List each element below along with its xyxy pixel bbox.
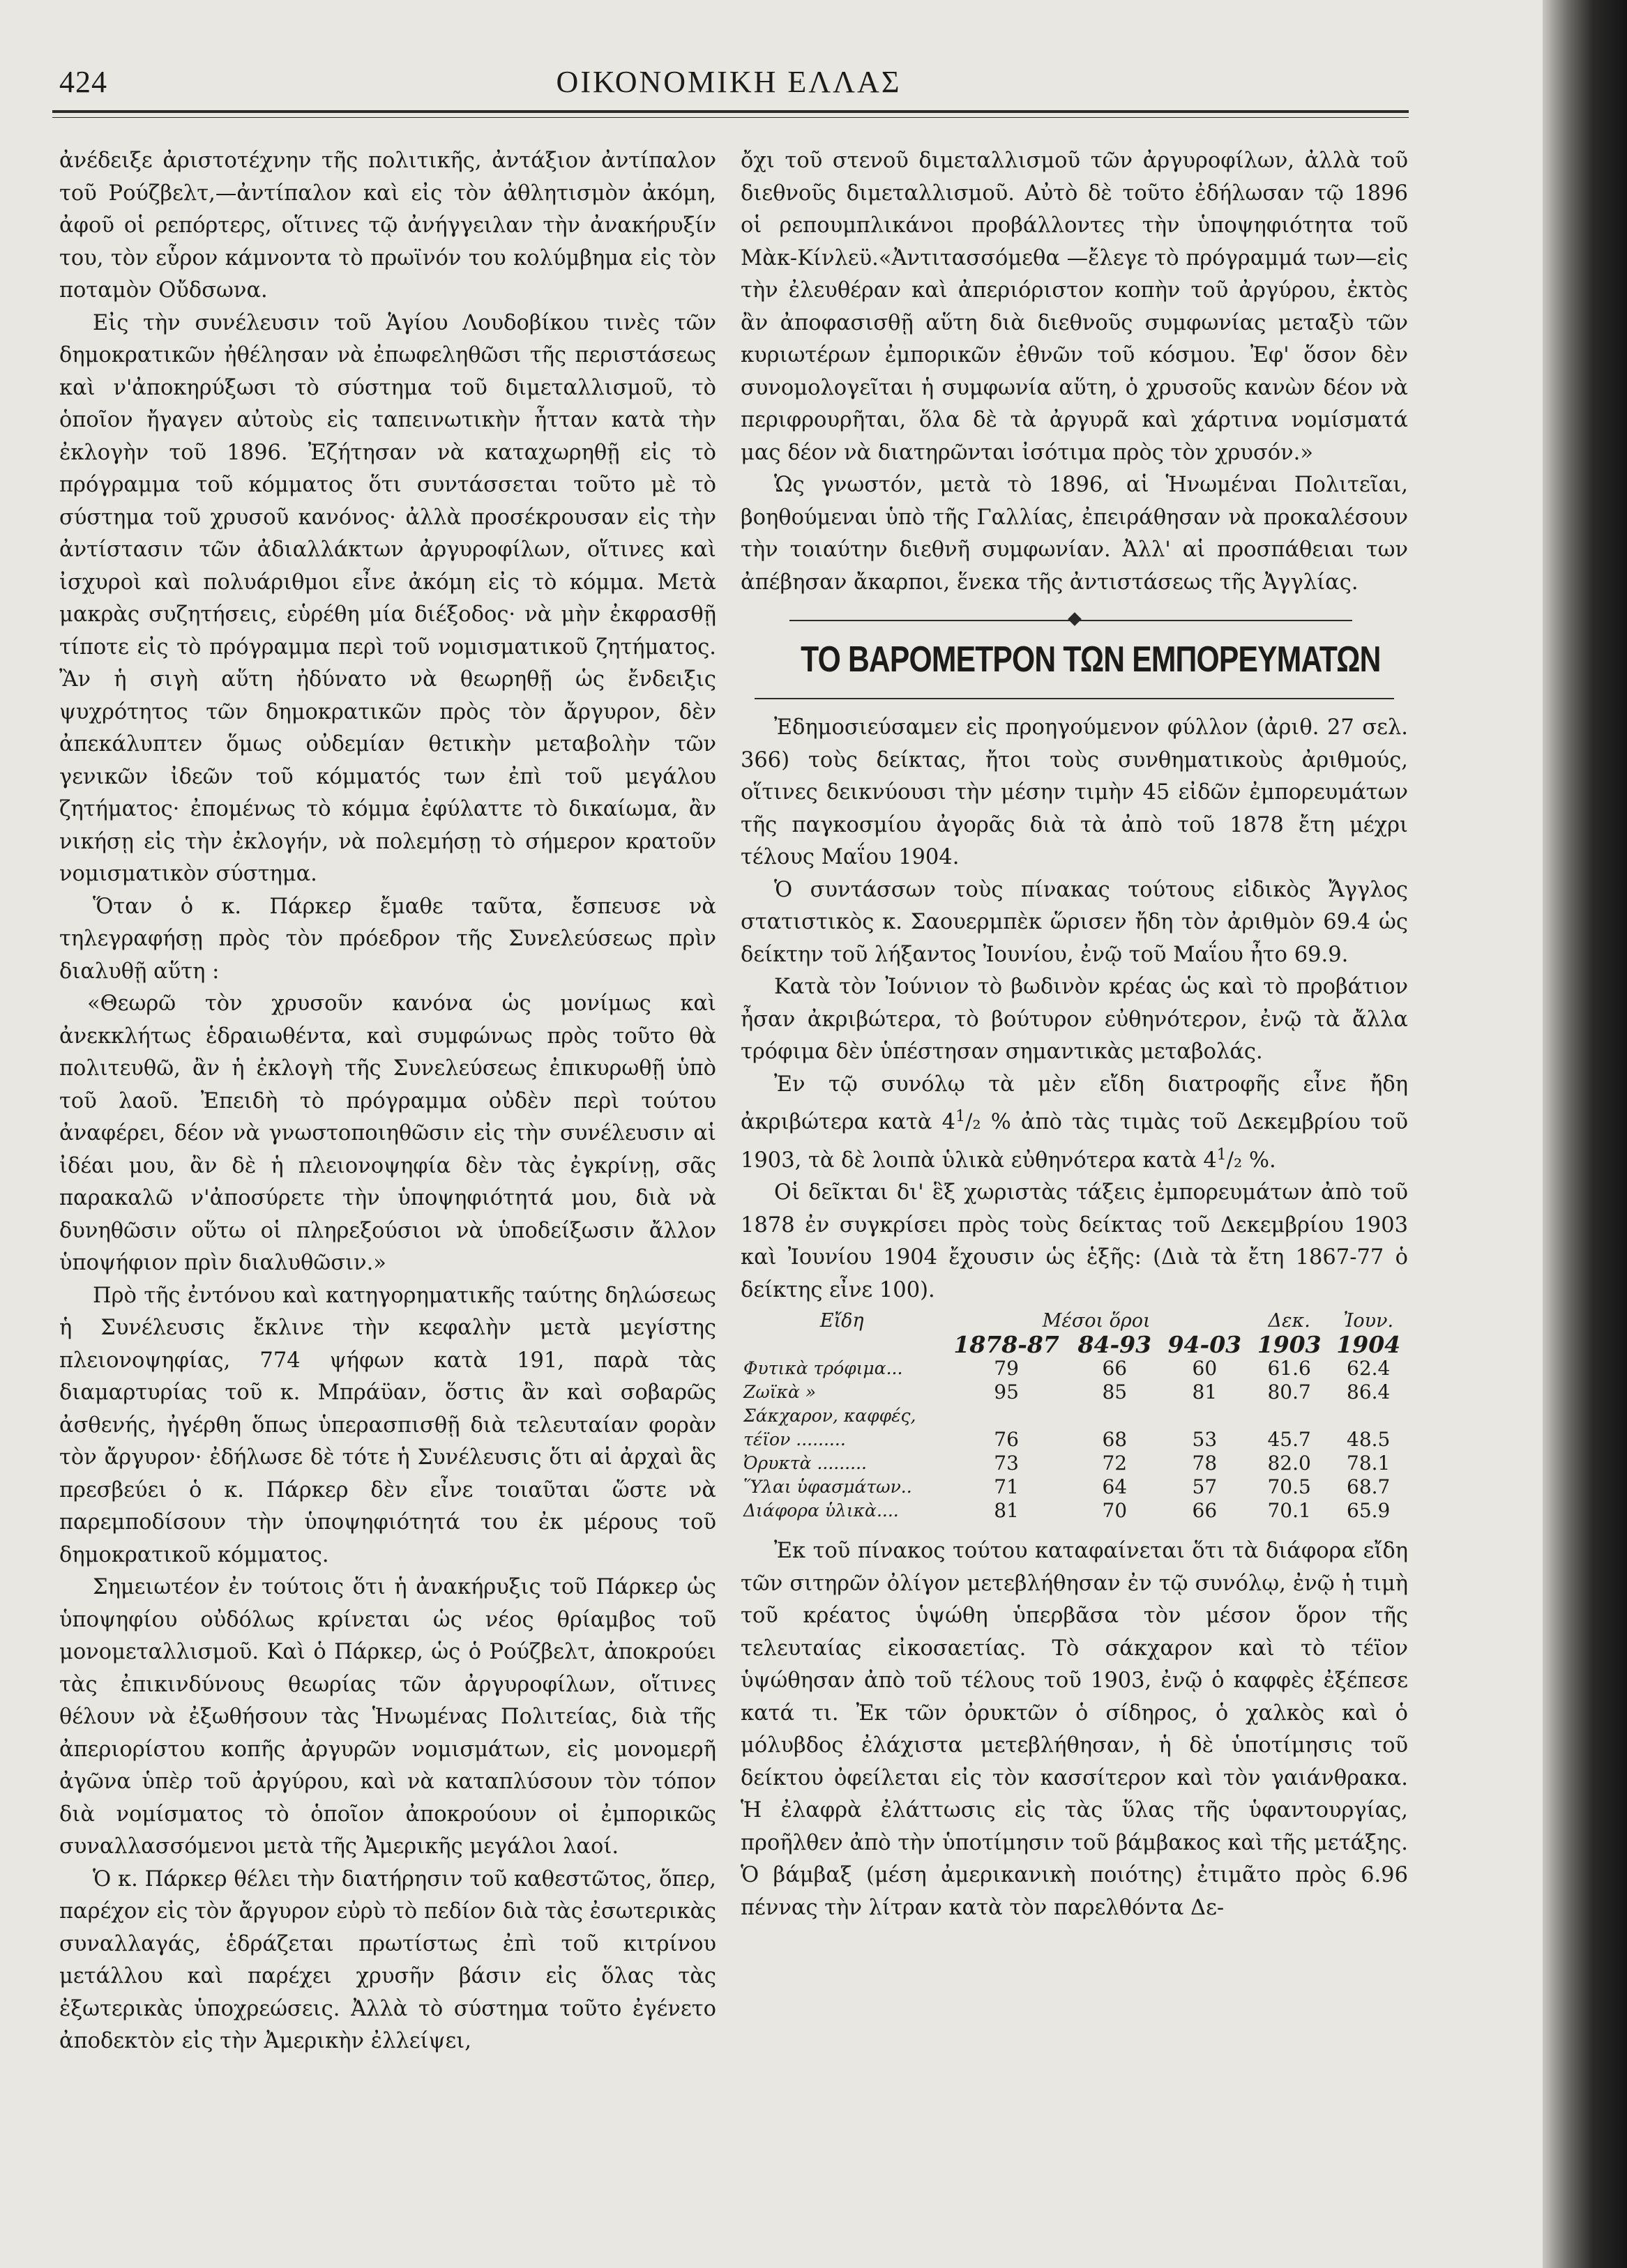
right-column [741,145,1408,1924]
cell: 82.0 [1267,1452,1311,1475]
header-rule-thin [52,117,1409,118]
cell: 65.9 [1347,1499,1391,1523]
cell: 76 [994,1428,1019,1452]
table-row [741,1357,1408,1380]
paragraph: Πρὸ τῆς ἐντόνου καὶ κατηγορηματικῆς ταύτης δηλώσεως ἡ Συνέλευσις ἔκλινε τὴν κεφαλὴν μετὰ μεγίστης πλειονοψηφίας, 774 ψήφων κατὰ 191, παρὰ τὰς διαμαρτυρίας τοῦ κ. Μπράϋαν, ὅστις ἂν καὶ σοβαρῶς ἀσθενής, ἠγέρθη ὅπως ὑπερασπισθῇ διὰ τελευταίαν φορὰν τὸν ἄργυρον· ἐδήλωσε δὲ τότε ἡ Συνέλευσις ὅτι αἱ ἀρχαὶ ἃς πρεσβεύει ὁ κ. Πάρκερ δὲν εἶνε τοιαῦται ὥστε νὰ παρεμποδίσουν τὴν ὑποψηφιότητά του ἐκ μέρους τοῦ δημοκρατικοῦ κόμματος. [59,1283,716,1567]
cell: 70.5 [1267,1475,1311,1499]
cell: 80.7 [1267,1380,1311,1404]
paragraph: Ἐκ τοῦ πίνακος τούτου καταφαίνεται ὅτι τὰ διάφορα εἴδη τῶν σιτηρῶν ὀλίγον μετεβλήθησαν ἐν τῷ συνόλῳ, ἐνῷ ἡ τιμὴ τοῦ κρέατος ὑψώθη ὑπερβᾶσα τὸν μέσον ὅρον τῆς τελευταίας εἰκοσαετίας. Τὸ σάκχαρον καὶ τὸ τέϊον ὑψώθησαν ἀπὸ τοῦ τέλους τοῦ 1903, ἐνῷ ὁ καφφὲς ἐξέπεσε κατά τι. Ἐκ τῶν ὀρυκτῶν ὁ σίδηρος, ὁ χαλκὸς καὶ ὁ μόλυβδος ἐλάχιστα μετεβλήθησαν, ἡ δὲ ὑποτίμησις τοῦ δείκτου ὀφείλεται εἰς τὸν κασσίτερον καὶ τὸν γαιάνθρακα. Ἡ ἐλαφρὰ ἐλάττωσις εἰς τὰς ὕλας τῆς ὑφαντουργίας, προῆλθεν ἀπὸ τὴν ὑποτίμησιν τοῦ βάμβακος καὶ τῆς μετάξης. Ὁ βάμβαξ (μέση ἀμερικανικὴ ποιότης) ἐτιμᾶτο πρὸς 6.96 πέννας τὴν λίτραν κατὰ τὸν παρελθόντα Δε- [741,1539,1408,1920]
table-row [741,1499,1408,1523]
cell: 48.5 [1347,1428,1391,1452]
title-rule [755,698,1394,699]
cell: 78 [1192,1452,1218,1475]
cell: 95 [994,1380,1019,1404]
table-row [741,1380,1408,1404]
quoted-telegram: «Θεωρῶ τὸν χρυσοῦν κανόνα ὡς μονίμως καὶ ἀνεκκλήτως ἑδραιωθέντα, καὶ συμφώνως πρὸς τοῦτο θὰ πολιτευθῶ, ἂν ἡ ἐκλογὴ τῆς Συνελεύσεως ἐπικυρωθῇ ὑπὸ τοῦ λαοῦ. Ἐπειδὴ τὸ πρόγραμμα οὐδὲν περὶ τούτου ἀναφέρει, δέον νὰ γνωστοποιηθῶσιν εἰς τὴν συνέλευσιν αἱ ἰδέαι μου, ἂν δὲ ἡ πλειονοψηφία δὲν τὰς ἐγκρίνῃ, σᾶς παρακαλῶ ν'ἀποσύρετε τὴν ὑποψηφιότητά μου, διὰ νὰ δυνηθῶσιν οὕτω οἱ πληρεξούσιοι νὰ ὑποδείξωσιν ἄλλον ὑποψήφιον πρὶν διαλυθῶσιν.» [59,991,716,1275]
cell: 70 [1102,1499,1128,1523]
header-jun: Ἰουν. [1343,1310,1394,1332]
cell: 57 [1192,1475,1218,1499]
cell: 45.7 [1267,1428,1311,1452]
cell [943,1404,1069,1428]
row-label: Ὕλαι ὑφασμάτων.. [743,1477,912,1498]
cell: 60 [1192,1357,1218,1380]
cell: 79 [994,1357,1019,1380]
text-run: Ἐν τῷ συνόλῳ τὰ μὲν εἴδη διατροφῆς εἶνε ἤδη ἀκριβώτερα κατὰ 4 [741,1072,1408,1135]
paragraph-fractions [741,1069,1408,1178]
paragraph: Ὅταν ὁ κ. Πάρκερ ἔμαθε ταῦτα, ἔσπευσε νὰ τηλεγραφήσῃ πρὸς τὸν πρόεδρον τῆς Συνελεύσεως πρὶν διαλυθῇ αὕτη : [59,894,716,984]
cell: 53 [1192,1428,1218,1452]
row-label: τέϊον ......... [743,1429,846,1450]
cell: 71 [994,1475,1019,1499]
cell [1160,1404,1250,1428]
cell: 62.4 [1347,1357,1391,1380]
paragraph: Οἱ δεῖκται δι' ἓξ χωριστὰς τάξεις ἐμπορευμάτων ἀπὸ τοῦ 1878 ἐν συγκρίσει πρὸς τοὺς δείκτας τοῦ Δεκεμβρίου 1903 καὶ Ἰουνίου 1904 ἔχουσιν ὡς ἑξῆς: (Διὰ τὰ ἔτη 1867-77 ὁ δείκτης εἶνε 100). [741,1180,1408,1302]
paragraph: Ἐδημοσιεύσαμεν εἰς προηγούμενον φύλλον (ἀριθ. 27 σελ. 366) τοὺς δείκτας, ἤτοι τοὺς συνθηματικοὺς ἀριθμούς, οἵτινες δεικνύουσι τὴν μέσην τιμὴν 45 εἰδῶν ἐμπορευμάτων τῆς παγκοσμίου ἀγορᾶς διὰ τὰ ἀπὸ τοῦ 1878 ἔτη μέχρι τέλους Μαΐου 1904. [741,715,1408,869]
column-header: 1904 [1336,1331,1401,1359]
row-label: Φυτικὰ τρόφιμα... [743,1358,903,1379]
running-title: ΟΙΚΟΝΟΜΙΚΗ ΕΛΛΑΣ [556,65,902,99]
cell: 81 [994,1499,1019,1523]
cell: 66 [1102,1357,1128,1380]
table-row [741,1428,1408,1452]
cell: 66 [1192,1499,1218,1523]
cell: 70.1 [1267,1499,1311,1523]
paragraph: Ὁ κ. Πάρκερ θέλει τὴν διατήρησιν τοῦ καθεστῶτος, ὅπερ, παρέχον εἰς τὸν ἄργυρον εὐρὺ τὸ πεδίον διὰ τὰς ἐσωτερικὰς συναλλαγάς, ἑδράζεται πρωτίστως ἐπὶ τοῦ κιτρίνου μετάλλου καὶ παρέχει χρυσῆν βάσιν εἰς ὅλας τὰς ἐξωτερικὰς ὑποχρεώσεις. Ἀλλὰ τὸ σύστημα τοῦτο ἐγένετο ἀποδεκτὸν εἰς τὴν Ἀμερικὴν ἐλλείψει, [59,1866,716,2053]
paragraph: Εἰς τὴν συνέλευσιν τοῦ Ἁγίου Λουδοβίκου τινὲς τῶν δημοκρατικῶν ἠθέλησαν νὰ ἐπωφεληθῶσι τῆς περιστάσεως καὶ ν'ἀποκηρύξωσι τὸ σύστημα τοῦ διμεταλλισμοῦ, τὸ ὁποῖον ἤγαγεν αὐτοὺς εἰς ταπεινωτικὴν ἧτταν κατὰ τὴν ἐκλογὴν τοῦ 1896. Ἐζήτησαν νὰ καταχωρηθῇ εἰς τὸ πρόγραμμα τοῦ κόμματος ὅτι συντάσσεται τοῦτο μὲ τὸ σύστημα τοῦ χρυσοῦ κανόνος· ἀλλὰ προσέκρουσαν εἰς τὴν ἀντίστασιν τῶν ἀδιαλλάκτων ἀργυροφίλων, οἵτινες καὶ ἰσχυροὶ καὶ πολυάριθμοι εἶνε ἀκόμη εἰς τὸ κόμμα. Μετὰ μακρὰς συζητήσεις, εὑρέθη μία διέξοδος· νὰ μὴν ἐκφρασθῇ τίποτε εἰς τὸ πρόγραμμα περὶ τοῦ νομισματικοῦ ζητήματος. Ἂν ἡ σιγὴ αὕτη ἠδύνατο νὰ θεωρηθῇ ὡς ἔνδειξις ψυχρότητος τῶν δημοκρατικῶν πρὸς τὸν ἄργυρον, δὲν ἀπεκάλυπτεν ὅμως οὐδεμίαν θετικὴν μεταβολὴν τῶν γενικῶν ἰδεῶν τοῦ κόμματός των ἐπὶ τοῦ μεγάλου ζητήματος· ἐπομένως τὸ κόμμα ἐφύλαττε τὸ δικαίωμα, ἂν νικήσῃ εἰς τὴν ἐκλογήν, νὰ πολεμήσῃ τὸ σήμερον κρατοῦν νομισματικὸν σύστημα. [59,310,716,886]
header-rule [52,110,1409,113]
paragraph: ἀνέδειξε ἀριστοτέχνην τῆς πολιτικῆς, ἀντάξιον ἀντίπαλον τοῦ Ρούζβελτ,—ἀντίπαλον καὶ εἰς τὸν ἀθλητισμὸν ἀκόμη, ἀφοῦ οἱ ρεπόρτερς, οἵτινες τῷ ἀνήγγειλαν τὴν ἀνακήρυξίν του, τὸν εὗρον κάμνοντα τὸ πρωϊνόν του κολύμβημα εἰς τὸν ποταμὸν Οὔδσωνα. [59,149,716,303]
cell: 64 [1102,1475,1128,1499]
cell: 68 [1102,1428,1128,1452]
row-label: Διάφορα ὑλικὰ.... [743,1500,899,1521]
section-title: ΤΟ ΒΑΡΟΜΕΤΡΟΝ ΤΩΝ ΕΜΠΟΡΕΥΜΑΤΩΝ [801,639,1381,680]
text-run: /₂ %. [1226,1148,1276,1173]
paragraph: Κατὰ τὸν Ἰούνιον τὸ βωδινὸν κρέας ὡς καὶ τὸ προβάτιον ἦσαν ἀκριβώτερα, τὸ βούτυρον εὐθηνότερον, ἐνῷ τὰ ἄλλα τρόφιμα δὲν ὑπέστησαν σημαντικὰς μεταβολάς. [741,975,1408,1064]
price-index-table [741,1309,1408,1523]
header-dec: Δεκ. [1268,1310,1310,1332]
row-label: Ζωϊκὰ » [743,1382,817,1403]
column-header: 94-03 [1167,1331,1242,1359]
row-label: Σάκχαρον, καφφές, [743,1406,916,1426]
text-run: /₂ % ἀπὸ τὰς τιμὰς τοῦ Δεκεμβρίου τοῦ 1903, τὰ δὲ λοιπὰ ὑλικὰ εὐθηνότερα κατὰ 4 [741,1110,1408,1173]
column-header: 84-93 [1077,1331,1152,1359]
cell: 73 [994,1452,1019,1475]
left-column [59,145,716,2058]
section-divider [741,611,1408,630]
cell [1070,1404,1160,1428]
diamond-ornament-icon [1068,612,1082,626]
cell: 86.4 [1347,1380,1391,1404]
table-row [741,1452,1408,1475]
paragraph: ὄχι τοῦ στενοῦ διμεταλλισμοῦ τῶν ἀργυροφίλων, ἀλλὰ τοῦ διεθνοῦς διμεταλλισμοῦ. Αὐτὸ δὲ τοῦτο ἐδήλωσαν τῷ 1896 οἱ ρεπουμπλικάνοι προβάλλοντες τὴν ὑποψηφιότητα τοῦ Μὰκ-Κίνλεϋ.«Ἀντιτασσόμεθα —ἔλεγε τὸ πρόγραμμά των—εἰς τὴν ἐλευθέραν καὶ ἀπεριόριστον κοπὴν τοῦ ἀργύρου, ἐκτὸς ἂν ἀποφασισθῇ αὕτη διὰ διεθνοῦς συμφωνίας μεταξὺ τῶν κυριωτέρων ἐμπορικῶν ἐθνῶν τοῦ κόσμου. Ἐφ' ὅσον δὲν συνομολογεῖται ἡ συμφωνία αὕτη, ὁ χρυσοῦς κανὼν δέον νὰ περιφρουρῆται, ὅλα δὲ τὰ ἀργυρᾶ καὶ χάρτινα νομίσματά μας δέον νὰ διατηρῶνται ἰσότιμα πρὸς τὸν χρυσόν.» [741,149,1408,465]
cell: 68.7 [1347,1475,1391,1499]
paragraph: Ὡς γνωστόν, μετὰ τὸ 1896, αἱ Ἡνωμέναι Πολιτεῖαι, βοηθούμεναι ὑπὸ τῆς Γαλλίας, ἐπειράθησαν νὰ προκαλέσουν τὴν τοιαύτην διεθνῆ συμφωνίαν. Ἀλλ' αἱ προσπάθειαι των ἀπέβησαν ἄκαρποι, ἕνεκα τῆς ἀντιστάσεως τῆς Ἀγγλίας. [741,473,1408,595]
cell: 78.1 [1347,1452,1391,1475]
header-items: Εἴδη [819,1310,864,1332]
empty-cell [741,1333,943,1357]
cell [1329,1404,1408,1428]
header-means: Μέσοι ὅροι [1042,1310,1151,1332]
table-row [741,1475,1408,1499]
fraction-numerator: 1 [955,1108,966,1125]
page-header [52,64,1405,113]
table-row [741,1404,1408,1428]
paragraph: Ὁ συντάσσων τοὺς πίνακας τούτους εἰδικὸς Ἄγγλος στατιστικὸς κ. Σαουερμπὲκ ὥρισεν ἤδη τὸν ἀριθμὸν 69.4 ὡς δείκτην τοῦ λήξαντος Ἰουνίου, ἐνῷ τοῦ Μαΐου ἦτο 69.9. [741,877,1408,967]
page-number: 424 [59,65,107,99]
cell: 72 [1102,1452,1128,1475]
column-header: 1903 [1257,1331,1322,1359]
row-label: Ὀρυκτὰ ......... [743,1453,867,1474]
paragraph: Σημειωτέον ἐν τούτοις ὅτι ἡ ἀνακήρυξις τοῦ Πάρκερ ὡς ὑποψηφίου οὐδόλως κρίνεται ὡς νέος θρίαμβος τοῦ μονομεταλλισμοῦ. Καὶ ὁ Πάρκερ, ὡς ὁ Ρούζβελτ, ἀποκρούει τὰς ἐπικινδύνους θεωρίας τῶν ἀργυροφίλων, οἵτινες θέλουν νὰ ἐξωθήσουν τὰς Ἡνωμένας Πολιτείας, διὰ τῆς ἀπεριορίστου κοπῆς ἀργυρῶν νομισμάτων, εἰς μονομερῆ ἀγῶνα ὑπὲρ τοῦ ἀργύρου, καὶ νὰ καταπλύσουν τὸν τόπον διὰ νομίσματος τὸ ὁποῖον ἀποκρούουν οἱ ἐμπορικῶς συναλλασσόμενοι μετὰ τῆς Ἀμερικῆς μεγάλοι λαοί. [59,1575,716,1859]
table-year-row [741,1333,1408,1357]
page-edge-shadow [1543,0,1627,2268]
cell: 61.6 [1267,1357,1311,1380]
table-header-row [741,1309,1408,1333]
column-header: 1878-87 [953,1331,1059,1359]
cell: 81 [1192,1380,1218,1404]
cell: 85 [1102,1380,1128,1404]
fraction-numerator: 1 [1216,1146,1227,1164]
cell [1250,1404,1329,1428]
